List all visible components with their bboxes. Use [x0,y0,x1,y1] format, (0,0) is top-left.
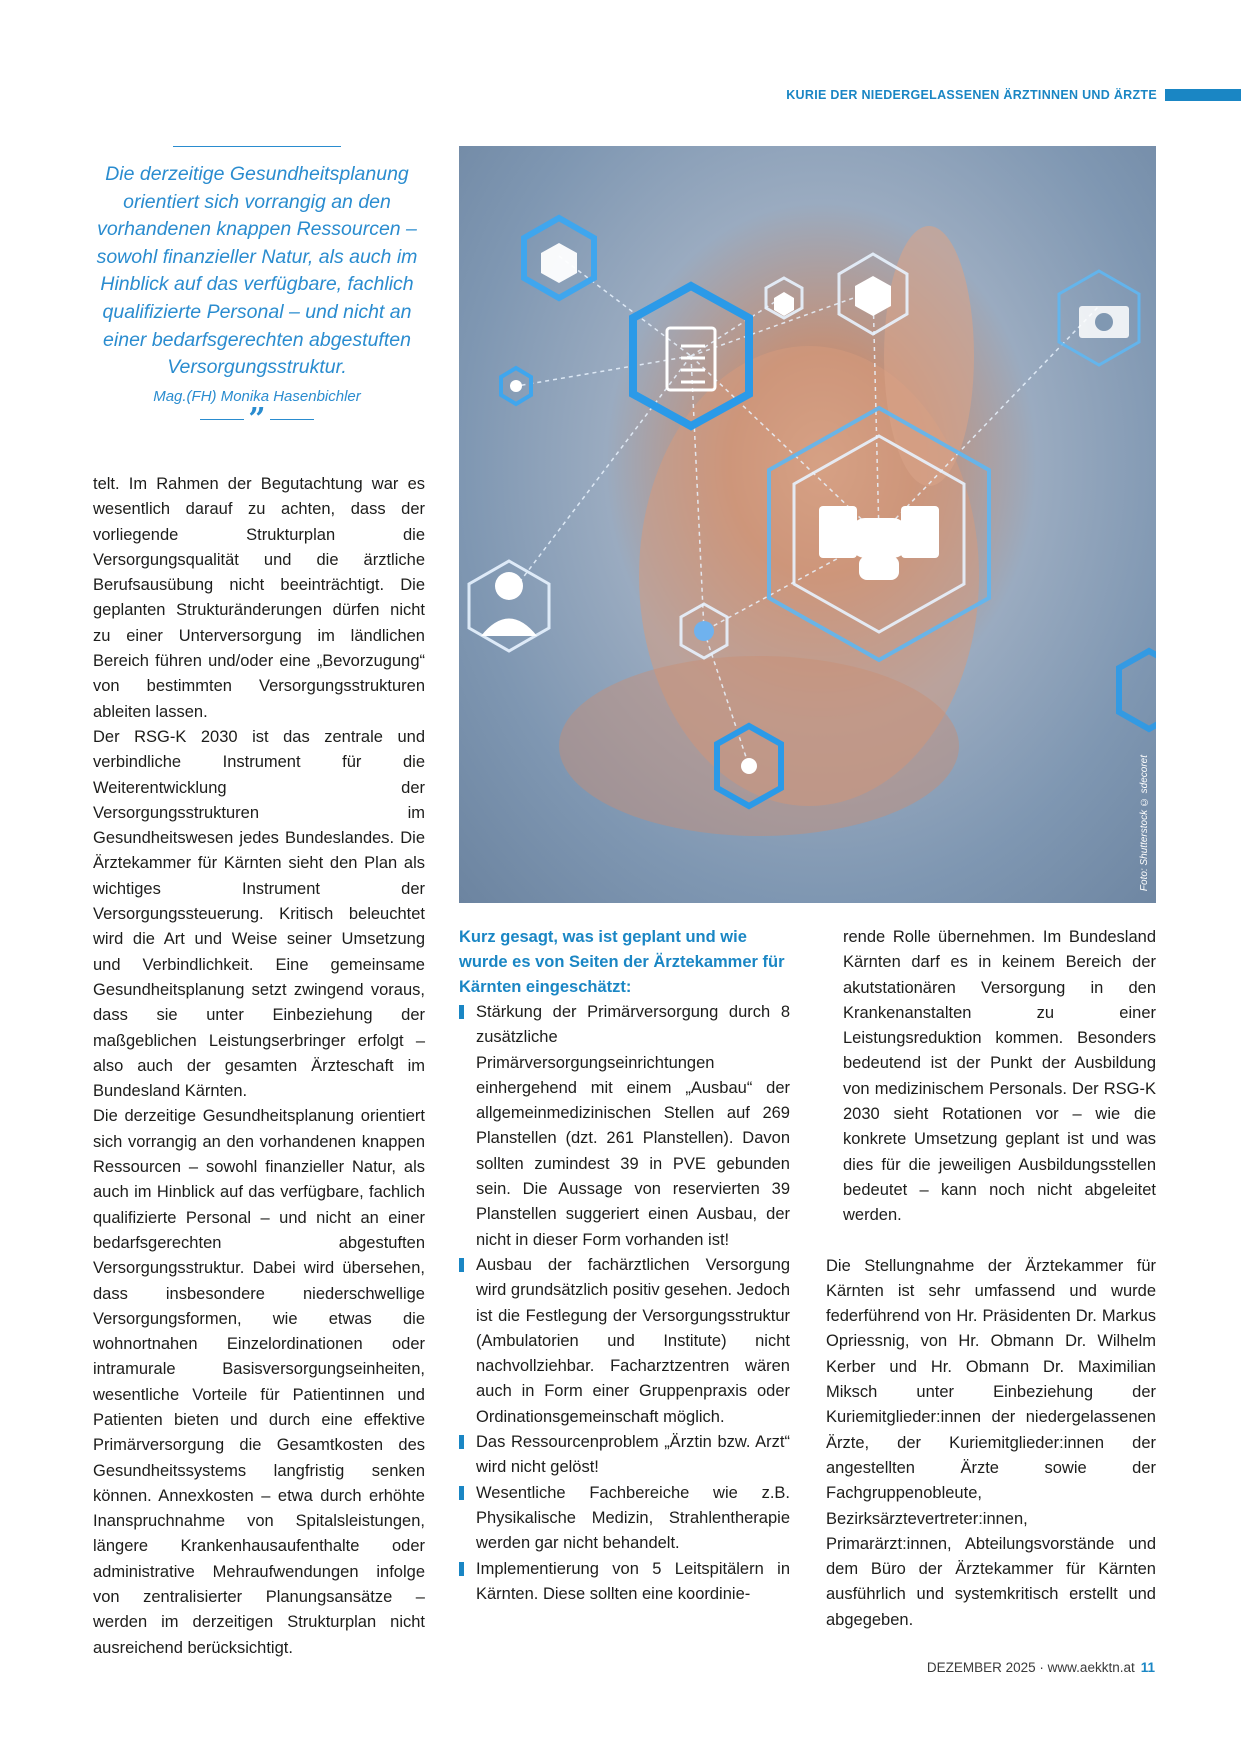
bullet-item [459,1557,790,1608]
article-photo [459,146,1156,903]
network-graphic [459,146,1156,903]
header-accent-bar [1165,89,1241,101]
bullet-item [459,1481,790,1557]
bullet-continuation: rende Rolle übernehmen. Im Bundesland Kärnten darf es in keinem Bereich der akutstationären Versorgung in den Krankenanstalten zu einer Leistungsreduktion kommen. Besonders bedeutend ist der Punkt der Ausbildung von medizinischem Personals. Der RSG-K 2030 sieht Rotationen vor – wie die konkrete Umsetzung geplant ist und was dies für die jeweiligen Ausbildungsstellen bedeutet – kann noch nicht abgeleitet werden. [843,928,1156,1225]
page-footer [927,1660,1155,1675]
bullet-item [459,1430,790,1481]
photo-credit: Foto: Shutterstock © sdecoret [1139,754,1150,891]
pull-quote [92,146,422,437]
page-number: 11 [1140,1660,1155,1675]
subheading: Kurz gesagt, was ist geplant und wie wurde es von Seiten der Ärztekammer für Kärnten eingeschätzt: [459,928,785,996]
article-column-1 [93,472,425,1661]
bullet-marker-icon [459,1486,464,1500]
quote-mark-line-left [200,419,244,420]
quote-mark [92,401,422,437]
paragraph: Die Stellungnahme der Ärztekammer für Kärnten ist sehr umfassend und wurde federführend von Hr. Präsidenten Dr. Markus Opriessnig, von Hr. Obmann Dr. Wilhelm Kerber und Hr. Obmann Dr. Maximilian Miksch unter Einbeziehung der Kuriemitglieder:innen der niedergelassenen Ärzte, der Kuriemitglieder:innen der angestellten Ärzte sowie der Fachgruppenobleute, Bezirksärztevertreter:innen, Primarärzt:innen, Abteilungsvorstände und dem Büro der Ärztekammer für Kärnten ausführlich und systemkritisch erstellt und abgegeben. [826,1256,1156,1629]
quote-glyph-icon: ” [248,401,266,437]
quote-mark-line-right [270,419,314,420]
bullet-text: Stärkung der Primärversorgung durch 8 zusätzliche Primärversorgungseinrichtungen einhergehend mit einem „Ausbau“ der allgemeinmedizinischen Stellen auf 269 Planstellen (dzt. 261 Planstellen). Davon sollten zumindest 39 in PVE gebunden sein. Die Aussage von reservierten 39 Planstellen suggeriert einen Ausbau, der nicht in dieser Form vorhanden ist! [476,1003,790,1249]
bullet-text: Ausbau der fachärztlichen Versorgung wird grundsätzlich positiv gesehen. Jedoch ist die Festlegung der Versorgungsstruktur (Ambulatorien und Institute) nicht nachvollziehbar. Facharztzentren wären auch in Form einer Gruppenpraxis oder Ordinationsgemeinschaft möglich. [476,1255,790,1426]
bullet-text: Wesentliche Fachbereiche wie z.B. Physikalische Medizin, Strahlentherapie werden gar nicht behandelt. [476,1483,790,1553]
quote-top-rule [173,146,341,147]
paragraph: Der RSG-K 2030 ist das zentrale und verbindliche Instrument für die Weiterentwicklung der Versorgungsstrukturen im Gesundheitswesen jedes Bundeslandes. Die Ärztekammer für Kärnten sieht den Plan als wichtiges Instrument der Versorgungssteuerung. Kritisch beleuchtet wird die Art und Weise seiner Umsetzung und Verbindlichkeit. Eine gemeinsame Gesundheitsplanung setzt zwingend voraus, dass sie unter Einbeziehung der maßgeblichen Leistungserbringer erfolgt – also auch der gesamten Ärzteschaft im Bundesland Kärnten. [93,727,425,1101]
hexagon-icon [694,621,714,641]
pull-quote-text: Die derzeitige Gesundheitsplanung orientiert sich vorrangig an den vorhandenen knappen Ressourcen – sowohl finanzieller Natur, als auch im Hinblick auf das verfügbare, fachlich qualifizierte Personal – und nicht an einer bedarfsgerechten abgestuften Versorgungsstruktur. [96,163,418,379]
paragraph: telt. Im Rahmen der Begutachtung war es wesentlich darauf zu achten, dass der vorliegende Strukturplan die Versorgungsqualität und die ärztliche Berufsausübung nicht beeinträchtigt. Die geplanten Strukturänderungen dürfen nicht zu einer Unterversorgung im ländlichen Bereich führen und/oder eine „Bevorzugung“ von bestimmten Versorgungsstrukturen ableiten lassen. [93,475,425,721]
bullet-item [459,1253,790,1430]
article-column-3 [826,925,1156,1633]
bullet-marker-icon [459,1435,464,1449]
paragraph-gap [826,1229,1156,1254]
bullet-text: Implementierung von 5 Leitspitälern in Kärnten. Diese sollten eine koordinie- [476,1559,790,1603]
bullet-marker-icon [459,1258,464,1272]
pull-quote-author: Mag.(FH) Monika Hasenbichler [153,387,361,405]
bullet-marker-icon [459,1562,464,1576]
money-icon [1079,306,1129,338]
footer-text: DEZEMBER 2025 · www.aekktn.at [926,1660,1135,1675]
bullet-item [459,1000,790,1253]
bullet-marker-icon [459,1005,464,1019]
section-title: KURIE DER NIEDERGELASSENEN ÄRZTINNEN UND ÄRZTE [786,88,1157,102]
person-icon [481,572,537,636]
article-column-2 [459,925,790,1607]
section-header [786,88,1241,102]
paragraph: Die derzeitige Gesundheitsplanung orientiert sich vorrangig an den vorhandenen knappen Ressourcen – sowohl finanzieller Natur, als auch im Hinblick auf das verfügbare, fachlich qualifizierte Personal – und nicht an einer bedarfsgerechten abgestuften Versorgungsstruktur. Dabei wird übersehen, dass insbesondere niederschwellige Versorgungsformen, wie etwas die wohnortnahen Einzelordinationen oder intramurale Basisversorgungseinheiten, wesentliche Vorteile für Patientinnen und Patienten bieten und durch eine effektive Primärversorgung die Gesamtkosten des Gesundheitssystems langfristig senken können. Annexkosten – etwa durch erhöhte Inanspruchnahme von Spitalsleistungen, längere Krankenhausaufenthalte oder administrative Mehraufwendungen infolge von zentralisierter Planungsansätze – werden im derzeitigen Strukturplan nicht ausreichend berücksichtigt. [93,1107,425,1657]
bullet-text: Das Ressourcenproblem „Ärztin bzw. Arzt“ wird nicht gelöst! [476,1433,790,1477]
